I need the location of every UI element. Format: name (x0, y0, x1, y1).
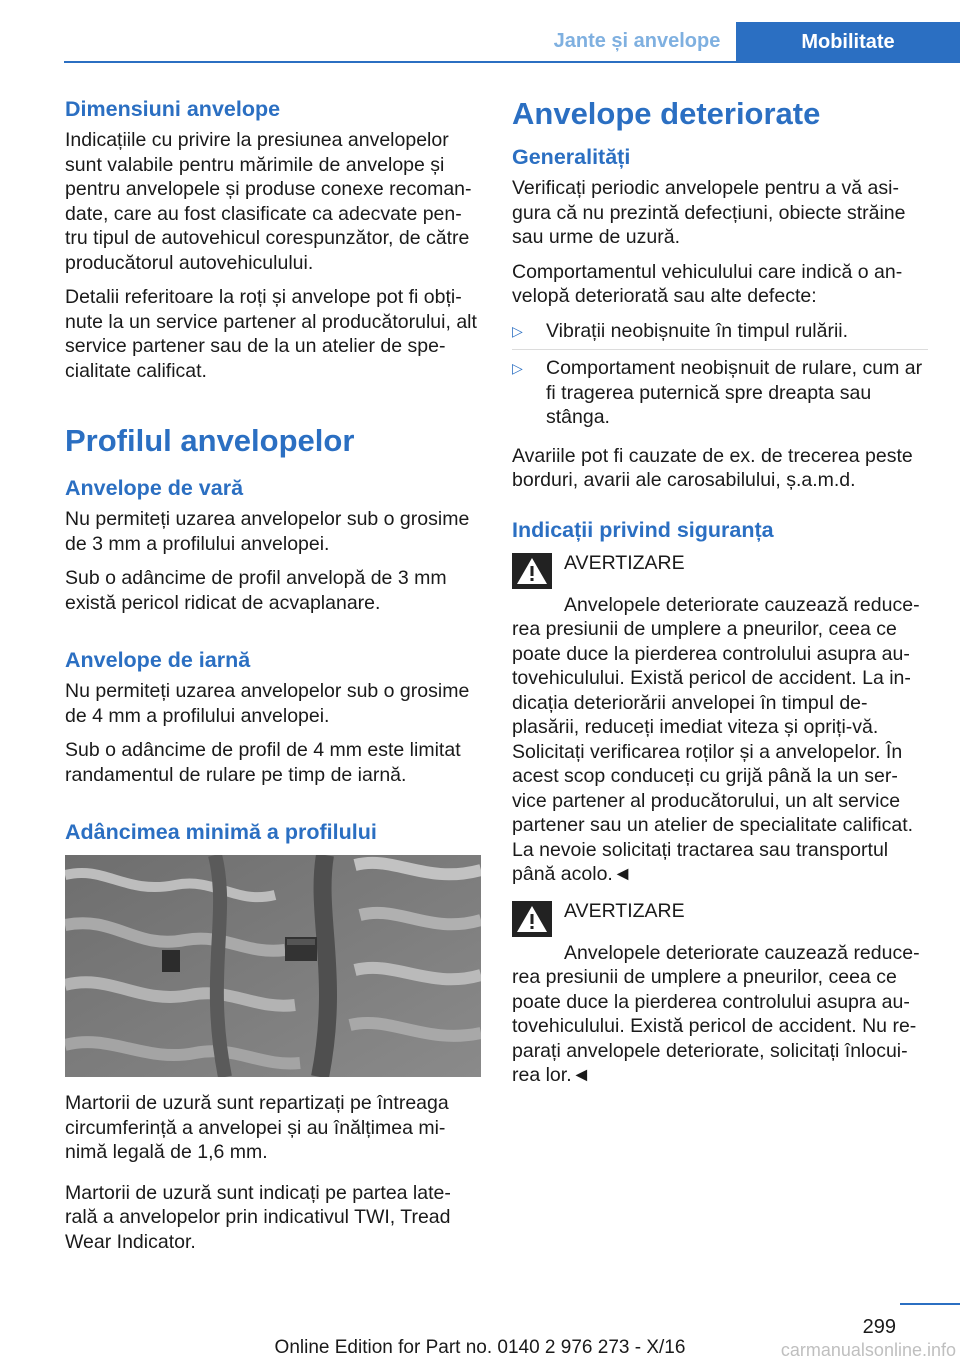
left-column (65, 96, 481, 1264)
heading-damaged-tires: Anvelope deteriorate (512, 96, 821, 131)
page-number: 299 (862, 1316, 896, 1338)
paragraph: Nu permiteți uzarea anvelopelor sub o grosime de 3 mm a profilului anvelopei. (65, 508, 470, 555)
paragraph: Detalii referitoare la roți și anvelope pot fi obți‐nute la un service partener al producătorului, alt service partener sau de la un atelier de spe‐cialitate calificat. (65, 286, 477, 382)
symptom-list (512, 319, 928, 436)
paragraph: Avariile pot fi cauzate de ex. de trecerea peste borduri, avarii ale carosabilului, ș.a.m.d. (512, 444, 913, 491)
warning-block (512, 551, 928, 887)
paragraph: Sub o adâncime de profil anvelopă de 3 mm există pericol ridicat de acvaplanare. (65, 567, 447, 614)
list-item: ▷ Comportament neobișnuit de rulare, cum ar fi tragerea puternică spre dreapta sau stânga. (512, 357, 923, 428)
heading-summer-tires: Anvelope de vară (65, 476, 244, 500)
warning-text: Anvelopele deteriorate cauzează reduce‐rea presiunii de umplere a pneurilor, ceea ce poate duce la pierderea controlului asupra au‐tovehiculului. Există pericol de accident. Nu re‐parați anvelopele deteriorate, solicitați înlocui‐rea lor.◄ (512, 941, 920, 1086)
warning-triangle-icon (512, 553, 552, 589)
list-item: ▷ Vibrații neobișnuite în timpul rulării. (512, 319, 928, 351)
header-tab-mobilitate: Mobilitate (736, 22, 960, 63)
paragraph: Martorii de uzură sunt repartizați pe întreaga circumferință a anvelopei și au înălțimea mi‐nimă legală de 1,6 mm. (65, 1092, 449, 1163)
paragraph: Comportamentul vehiculului care indică o an‐velopă deteriorată sau alte defecte: (512, 260, 903, 307)
warning-text: Anvelopele deteriorate cauzează reduce‐rea presiunii de umplere a pneurilor, ceea ce poate duce la pierderea controlului asupra au‐tovehiculului. Există pericol de accident. La in‐dicația deteriorării anvelopei în timpul de‐plasării, reduceți imediat viteza și opriți-vă. Solicitați verificarea roților și a anvelopelor. În acest scop conduceți cu grijă până la un ser‐vice partener al producătorului, un alt service partener sau un atelier de specialitate calificat. La nevoie solicitați tractarea sau transportul până acolo.◄ (512, 593, 920, 885)
warning-block (512, 899, 928, 1088)
paragraph: Verificați periodic anvelopele pentru a vă asi‐gura că nu prezintă defecțiuni, obiecte străine sau urme de uzură. (512, 177, 906, 248)
right-column (512, 96, 928, 1100)
heading-general: Generalități (512, 145, 631, 169)
footer-rule (900, 1303, 960, 1305)
bullet-triangle-icon: ▷ (512, 322, 523, 339)
watermark: carmanualsonline.info (780, 1340, 956, 1360)
heading-minimum-depth: Adâncimea minimă a profilului (65, 820, 377, 844)
warning-title: AVERTIZARE (564, 551, 685, 574)
paragraph: Nu permiteți uzarea anvelopelor sub o grosime de 4 mm a profilului anvelopei. (65, 680, 470, 727)
heading-dimensions: Dimensiuni anvelope (65, 97, 281, 121)
bullet-triangle-icon: ▷ (512, 360, 523, 376)
warning-title: AVERTIZARE (564, 899, 685, 922)
heading-safety: Indicații privind siguranța (512, 517, 774, 542)
heading-winter-tires: Anvelope de iarnă (65, 648, 251, 672)
paragraph: Martorii de uzură sunt indicați pe partea late‐rală a anvelopelor prin indicativul TWI, Tread Wear Indicator. (65, 1181, 451, 1253)
tire-tread-photo (65, 855, 481, 1077)
heading-tread-profile: Profilul anvelopelor (65, 423, 355, 458)
warning-triangle-icon (512, 901, 552, 937)
paragraph: Sub o adâncime de profil de 4 mm este limitat randamentul de rulare pe timp de iarnă. (65, 739, 461, 786)
edition-footer: Online Edition for Part no. 0140 2 976 273 - X/16 (274, 1337, 686, 1358)
header-section-title: Jante și anvelope (553, 30, 721, 52)
paragraph: Indicațiile cu privire la presiunea anvelopelor sunt valabile pentru mărimile de anvelope și pentru anvelopele și produse conexe recoman‐date, care au fost clasificate ca adecvate pen‐tru tipul de autovehicul corespunzător, de către producătorul autovehiculului. (65, 129, 472, 274)
